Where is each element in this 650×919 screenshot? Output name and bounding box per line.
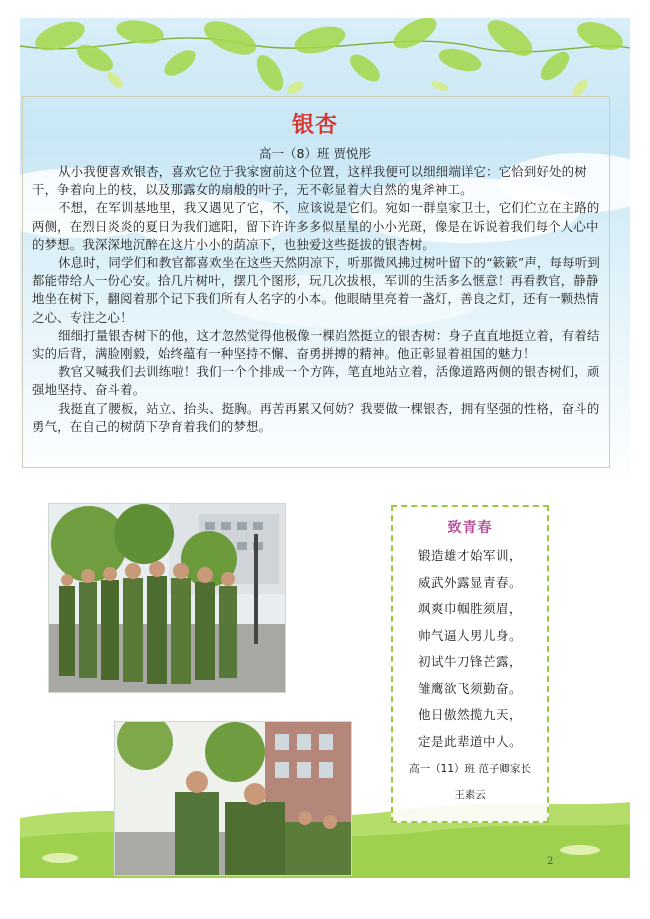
page-number: 2: [547, 856, 554, 867]
article-paragraph: 细细打量银杏树下的他，这才忽然觉得他极像一棵岿然挺立的银杏树：身子直直地挺立着，有着结实的后背，满脸刚毅，始终蕴有一种坚持不懈、奋勇拼搏的精神。他正彰显着祖国的魅力！: [32, 327, 600, 362]
poem-line: 飒爽巾帼胜须眉，: [417, 601, 522, 616]
poem-title: 致青春: [447, 520, 493, 536]
article-byline: 高一（8）班 贾悦彤: [259, 146, 371, 161]
article-paragraph: 休息时，同学们和教官都喜欢坐在这些天然阴凉下，听那微风拂过树叶留下的“簌簌”声，每每听到都能带给人一份心安。拾几片树叶，摆几个图形，玩几次拔根，军训的生活多么惬意！再看教官，静静地坐在树下，翻阅着那个记下我们所有人名字的小本。他眼睛里亮着一盏灯，善良之灯，还有一颗热情之心、专注之心！: [32, 255, 600, 325]
article-body: [32, 163, 604, 436]
military-training-photo-line: [48, 503, 286, 693]
newsletter-page: [20, 18, 630, 878]
poem-line: 威武外露显青春。: [417, 574, 522, 590]
military-training-photo-group: [114, 721, 352, 876]
poem-lines: [393, 543, 547, 755]
poem-box: [391, 505, 549, 823]
poem-line: 定是此辈道中人。: [417, 733, 522, 749]
poem-line: 帅气逼人男儿身。: [417, 627, 522, 643]
article-paragraph: 我挺直了腰板，站立、抬头、挺胸。再苦再累又何妨？我要做一棵银杏，拥有坚强的性格，奋斗的勇气，在自己的树荫下孕育着我们的梦想。: [32, 400, 600, 434]
poem-line: 初试牛刀锋芒露，: [417, 654, 522, 669]
poem-author-class: 高一（11）班 范子卿家长: [409, 763, 531, 775]
poem-line: 锻造雄才始军训，: [417, 548, 522, 563]
poem-author-name: 王素云: [454, 789, 486, 801]
poem-line: 他日傲然揽九天，: [417, 707, 522, 722]
poem-line: 雏鹰欲飞须勤奋。: [417, 680, 522, 696]
article-title: 银杏: [291, 113, 338, 138]
article-paragraph: 不想，在军训基地里，我又遇见了它，不，应该说是它们。宛如一群皇家卫士，它们伫立在主路的两侧，在烈日炎炎的夏日为我们遮阳，留下许许多多似星星的小小光斑，像是在诉说着我们每个人心中的梦想。我深深地沉醉在这片小小的荫凉下，也独爱这些挺拔的银杏树。: [32, 200, 600, 252]
article-paragraph: 从小我便喜欢银杏，喜欢它位于我家窗前这个位置，这样我便可以细细端详它：它恰到好处的树干，争着向上的枝，以及那露女的扇般的叶子，无不彰显着大自然的鬼斧神工。: [32, 164, 587, 198]
article-paragraph: 教官又喊我们去训练啦！我们一个个排成一个方阵，笔直地站立着，活像道路两侧的银杏树们，顽强地坚持、奋斗着。: [32, 364, 600, 398]
